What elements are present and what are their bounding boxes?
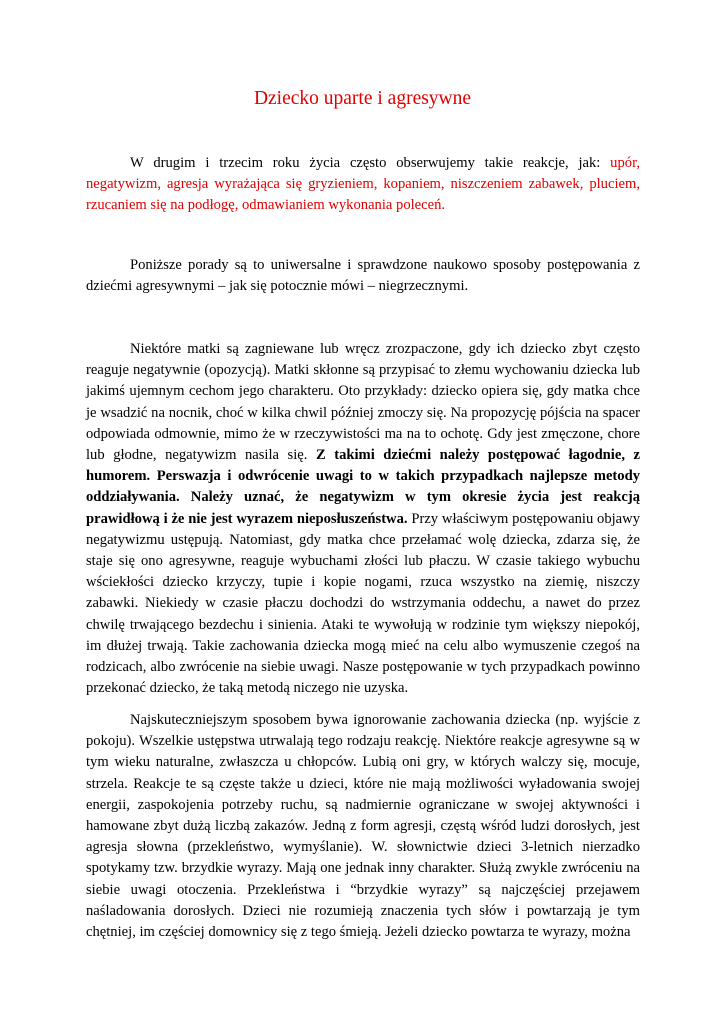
intro-text: W drugim i trzecim roku życia często obserwujemy takie reakcje, jak:: [130, 155, 611, 171]
negativism-text-after: Przy właściwym postępowaniu objawy negatywizmu ustępują. Natomiast, gdy matka chce przełamać wolę dziecka, zdarza się, że staje się ono agresywne, reaguje wybuchami złości lub płaczu. W czasie takiego wybuchu wściekłości dziecko krzyczy, tupie i kopie nogami, rzuca wszystko na ziemię, niszczy zabawki. Niekiedy w czasie płaczu dochodzi do wstrzymania oddechu, a nawet do przez chwilę trwającego bezdechu i sinienia. Ataki te wywołują w rodzinie tym większy niepokój, im dłużej trwają. Takie zachowania dziecka mogą mieć na celu albo wymuszenie czegoś na rodzicach, albo zwrócenie na siebie uwagi. Nasze postępowanie w tych przypadkach powinno przekonać dziecko, że taką metodą niczego nie uzyska.: [86, 510, 640, 697]
paragraph-intro: [86, 153, 640, 217]
negativism-text-before: Niektóre matki są zagniewane lub wręcz zrozpaczone, gdy ich dziecko zbyt często reaguje negatywnie (opozycją). Matki skłonne są przypisać to złemu wychowaniu dziecka lub jakimś ujemnym cechom jego charakteru. Oto przykłady: dziecko opiera się, gdy matka chce je wsadzić na nocnik, choć w kilka chwil później zmoczy się. Na propozycję pójścia na spacer odpowiada odmownie, mimo że w rzeczywistości ma na to ochotę. Gdy jest zmęczone, chore lub głodne, negatywizm nasila się.: [86, 341, 640, 464]
paragraph-ignoring: [86, 710, 640, 943]
intro-highlighted-reactions: upór, negatywizm, agresja wyrażająca się gryzieniem, kopaniem, niszczeniem zabawek, pluciem, rzucaniem się na podłogę, odmawianiem wykonania poleceń.: [86, 155, 640, 214]
negativism-bold-guidance: Z takimi dziećmi należy postępować łagodnie, z humorem. Perswazja i odwrócenie uwagi to w takich przypadkach najlepsze metody oddziaływania. Należy uznać, że negatywizm w tym okresie życia jest reakcją prawidłową i że nie jest wyrazem nieposłuszeństwa.: [86, 447, 640, 527]
page-title: Dziecko uparte i agresywne: [253, 88, 472, 109]
ignoring-text: Najskuteczniejszym sposobem bywa ignorowanie zachowania dziecka (np. wyjście z pokoju). Wszelkie ustępstwa utrwalają tego rodzaju reakcję. Niektóre reakcje agresywne są w tym wieku naturalne, zwłaszcza u chłopców. Lubią oni gry, w których walczy się, mocuje, strzela. Reakcje te są częste także u dzieci, które nie mają możliwości wyładowania swojej energii, zaspokojenia potrzeby ruchu, są nadmiernie ograniczane w swojej aktywności i hamowane zbyt dużą liczbą zakazów. Jedną z form agresji, częstą wśród ludzi dorosłych, jest agresja słowna (przekleństwo, wymyślanie). W. słownictwie dzieci 3-letnich nierzadko spotykamy tzw. brzydkie wyrazy. Mają one jednak inny charakter. Służą zwykle zwróceniu na siebie uwagi otoczenia. Przekleństwa i “brzydkie wyrazy” są najczęściej przejawem naśladowania dorosłych. Dzieci nie rozumieją znaczenia tych słów i powtarzają je tym chętniej, im częściej domownicy się z tego śmieją. Jeżeli dziecko powtarza te wyrazy, można: [86, 712, 640, 941]
paragraph-negativism: [86, 339, 640, 699]
paragraph-advice-note: [86, 255, 640, 297]
advice-note-text: Poniższe porady są to uniwersalne i sprawdzone naukowo sposoby postępowania z dziećmi agresywnymi – jak się potocznie mówi – niegrzecznymi.: [86, 257, 640, 295]
